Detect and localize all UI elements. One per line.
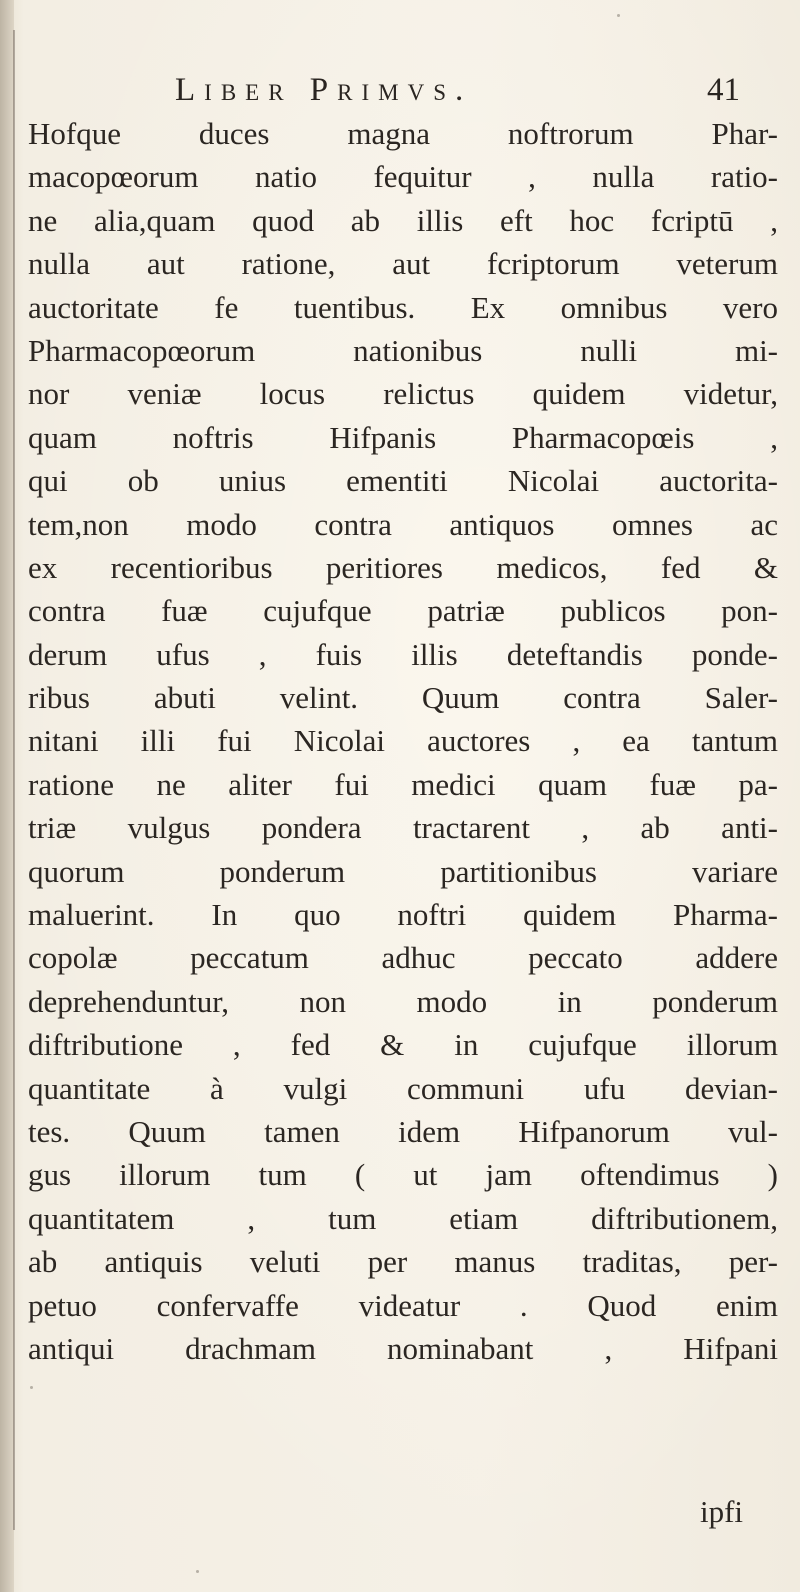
paper-speck	[30, 1386, 33, 1389]
text-line: quam noftris Hifpanis Pharmacopœis ,	[28, 419, 778, 455]
text-line: tem,non modo contra antiquos omnes ac	[28, 506, 778, 542]
paper-speck	[617, 14, 620, 17]
text-line: deprehenduntur, non modo in ponderum	[28, 983, 778, 1019]
text-line: contra fuæ cujufque patriæ publicos pon-	[28, 593, 778, 629]
text-line: ratione ne aliter fui medici quam fuæ pa-	[28, 766, 778, 802]
text-line: maluerint. In quo noftri quidem Pharma-	[28, 897, 778, 933]
text-line: Hofque duces magna noftrorum Phar-	[28, 116, 778, 151]
text-line: gus illorum tum ( ut jam oftendimus )	[28, 1157, 778, 1193]
text-line: tes. Quum tamen idem Hifpanorum vul-	[28, 1113, 778, 1149]
text-line: ribus abuti velint. Quum contra Saler-	[28, 680, 778, 716]
paper-speck	[196, 1570, 199, 1573]
catchword: ipfi	[700, 1494, 744, 1529]
text-line: quantitate à vulgi communi ufu devian-	[28, 1070, 778, 1106]
text-line: nor veniæ locus relictus quidem videtur,	[28, 376, 778, 412]
page-gutter	[0, 0, 14, 1592]
text-line: copolæ peccatum adhuc peccato addere	[28, 940, 778, 976]
text-line: derum ufus , fuis illis deteftandis ponde-	[28, 636, 778, 672]
page-header	[150, 72, 740, 116]
text-line: Pharmacopœorum nationibus nulli mi-	[28, 332, 778, 368]
text-line: ex recentioribus peritiores medicos, fed &	[28, 549, 778, 585]
page-number: 41	[707, 72, 740, 108]
text-line: triæ vulgus pondera tractarent , ab anti-	[28, 810, 778, 846]
text-line: ne alia,quam quod ab illis eft hoc fcriptū ,	[28, 202, 778, 238]
running-head: Liber Primvs.	[175, 72, 473, 108]
text-line: qui ob unius ementiti Nicolai auctorita-	[28, 463, 778, 499]
text-line: ab antiquis veluti per manus traditas, per-	[28, 1244, 778, 1280]
text-line: antiqui drachmam nominabant , Hifpani	[28, 1330, 778, 1366]
text-line: petuo confervaffe videatur . Quod enim	[28, 1287, 778, 1323]
body-text	[28, 112, 778, 1370]
text-line: auctoritate fe tuentibus. Ex omnibus vero	[28, 289, 778, 325]
text-line: quorum ponderum partitionibus variare	[28, 853, 778, 889]
text-line: nulla aut ratione, aut fcriptorum veterum	[28, 246, 778, 282]
text-line: nitani illi fui Nicolai auctores , ea tantum	[28, 723, 778, 759]
text-line: macopœorum natio fequitur , nulla ratio-	[28, 159, 778, 195]
text-line: diftributione , fed & in cujufque illorum	[28, 1027, 778, 1063]
text-line: quantitatem , tum etiam diftributionem,	[28, 1200, 778, 1236]
binding-edge	[13, 30, 15, 1530]
